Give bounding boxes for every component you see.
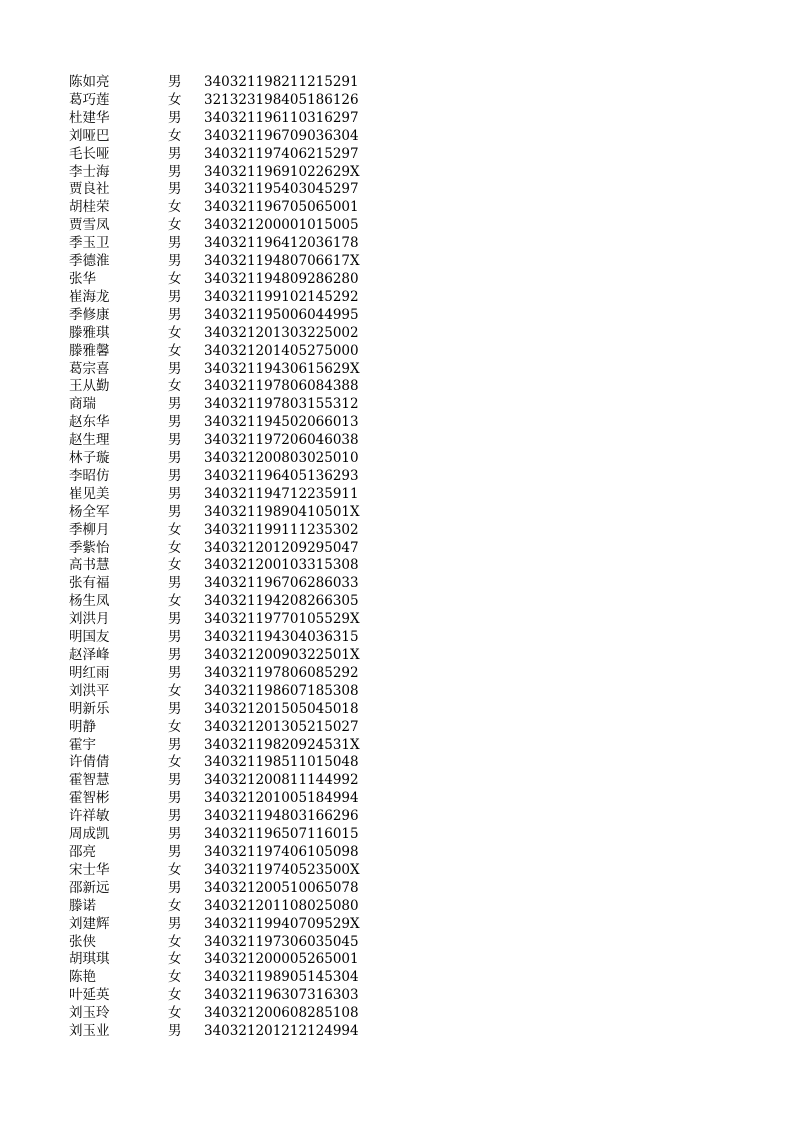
gender-cell: 女: [168, 969, 182, 986]
id-number-cell: 340321201005184994: [204, 790, 359, 807]
table-row: [0, 522, 793, 540]
table-row: [0, 719, 793, 737]
gender-cell: 男: [168, 664, 182, 681]
id-number-cell: 340321195006044995: [204, 306, 359, 323]
id-number-cell: 340321194712235911: [204, 485, 359, 502]
id-number-cell: 34032119740523500X: [204, 861, 360, 878]
name-cell: 陈如亮: [69, 74, 110, 90]
table-row: [0, 1023, 793, 1041]
id-number-cell: 34032119480706617X: [204, 253, 360, 270]
table-row: [0, 396, 793, 414]
gender-cell: 男: [168, 74, 182, 90]
id-number-cell: 340321200005265001: [204, 951, 359, 968]
id-number-cell: 340321198511015048: [204, 754, 359, 771]
gender-cell: 男: [168, 503, 182, 520]
table-row: [0, 898, 793, 916]
name-cell: 赵泽峰: [69, 647, 110, 663]
gender-cell: 男: [168, 826, 182, 843]
name-cell: 叶延英: [69, 987, 110, 1004]
table-row: [0, 540, 793, 558]
table-row: [0, 593, 793, 611]
gender-cell: 男: [168, 432, 182, 449]
name-cell: 杨全军: [69, 503, 110, 520]
gender-cell: 女: [168, 521, 182, 538]
gender-cell: 男: [168, 879, 182, 896]
gender-cell: 女: [168, 199, 182, 216]
table-row: [0, 253, 793, 271]
name-cell: 明新乐: [69, 700, 110, 717]
table-row: [0, 486, 793, 504]
table-row: [0, 951, 793, 969]
name-cell: 王从勤: [69, 378, 110, 395]
name-cell: 葛巧莲: [69, 91, 110, 108]
id-number-cell: 340321194803166296: [204, 808, 359, 825]
id-number-cell: 340321200001015005: [204, 217, 359, 234]
name-cell: 季德淮: [69, 253, 110, 270]
name-cell: 刘洪月: [69, 611, 110, 628]
name-cell: 张侠: [69, 933, 96, 950]
id-number-cell: 340321201209295047: [204, 539, 359, 556]
table-row: [0, 647, 793, 665]
id-number-cell: 340321196705065001: [204, 199, 359, 216]
id-number-cell: 340321196507116015: [204, 826, 359, 843]
id-number-cell: 34032119691022629X: [204, 163, 360, 180]
table-row: [0, 880, 793, 898]
id-number-cell: 340321201305215027: [204, 718, 359, 735]
table-row: [0, 1005, 793, 1023]
gender-cell: 女: [168, 933, 182, 950]
table-row: [0, 343, 793, 361]
table-row: [0, 307, 793, 325]
name-cell: 高书慧: [69, 557, 110, 574]
gender-cell: 男: [168, 181, 182, 198]
id-number-cell: 340321200510065078: [204, 879, 359, 896]
id-number-cell: 34032119770105529X: [204, 611, 360, 628]
id-number-cell: 340321197206046038: [204, 432, 359, 449]
gender-cell: 女: [168, 270, 182, 287]
table-row: [0, 450, 793, 468]
table-row: [0, 181, 793, 199]
table-row: [0, 557, 793, 575]
id-number-cell: 340321196412036178: [204, 235, 359, 252]
id-number-cell: 340321199102145292: [204, 288, 359, 305]
gender-cell: 男: [168, 414, 182, 431]
table-row: [0, 611, 793, 629]
gender-cell: 男: [168, 647, 182, 663]
name-cell: 明静: [69, 718, 96, 735]
name-cell: 季柳月: [69, 521, 110, 538]
id-number-cell: 34032119940709529X: [204, 915, 360, 932]
id-number-cell: 340321199111235302: [204, 521, 359, 538]
name-cell: 毛长哑: [69, 145, 110, 162]
table-row: [0, 665, 793, 683]
id-number-cell: 340321201212124994: [204, 1023, 359, 1040]
table-row: [0, 271, 793, 289]
name-cell: 杨生凤: [69, 593, 110, 610]
name-cell: 邵亮: [69, 843, 96, 860]
gender-cell: 男: [168, 467, 182, 484]
table-row: [0, 969, 793, 987]
table-row: [0, 862, 793, 880]
name-cell: 宋士华: [69, 861, 110, 878]
name-cell: 霍智慧: [69, 772, 110, 789]
table-row: [0, 987, 793, 1005]
id-number-cell: 340321196706286033: [204, 575, 359, 592]
gender-cell: 男: [168, 611, 182, 628]
name-cell: 许祥敏: [69, 808, 110, 825]
table-row: [0, 575, 793, 593]
table-row: [0, 217, 793, 235]
table-row: [0, 916, 793, 934]
name-cell: 季玉卫: [69, 235, 110, 252]
table-row: [0, 289, 793, 307]
gender-cell: 男: [168, 396, 182, 413]
id-number-cell: 340321201505045018: [204, 700, 359, 717]
id-number-cell: 340321200803025010: [204, 450, 359, 467]
gender-cell: 男: [168, 843, 182, 860]
name-cell: 张有福: [69, 575, 110, 592]
gender-cell: 男: [168, 485, 182, 502]
name-cell: 葛宗喜: [69, 360, 110, 377]
table-row: [0, 110, 793, 128]
id-number-cell: 340321196405136293: [204, 467, 359, 484]
gender-cell: 女: [168, 127, 182, 144]
gender-cell: 男: [168, 360, 182, 377]
name-cell: 贾良社: [69, 181, 110, 198]
gender-cell: 男: [168, 306, 182, 323]
name-cell: 林子璇: [69, 450, 110, 467]
name-cell: 邵新远: [69, 879, 110, 896]
gender-cell: 女: [168, 754, 182, 771]
table-row: [0, 199, 793, 217]
table-row: [0, 701, 793, 719]
table-row: [0, 128, 793, 146]
table-row: [0, 683, 793, 701]
id-number-cell: 340321200103315308: [204, 557, 359, 574]
gender-cell: 女: [168, 593, 182, 610]
gender-cell: 男: [168, 808, 182, 825]
name-cell: 刘洪平: [69, 682, 110, 699]
gender-cell: 女: [168, 897, 182, 914]
gender-cell: 男: [168, 736, 182, 753]
table-row: [0, 92, 793, 110]
name-cell: 胡桂荣: [69, 199, 110, 216]
gender-cell: 女: [168, 324, 182, 341]
id-number-cell: 340321194809286280: [204, 270, 359, 287]
gender-cell: 男: [168, 145, 182, 162]
id-number-cell: 340321201405275000: [204, 342, 359, 359]
gender-cell: 女: [168, 1005, 182, 1022]
gender-cell: 女: [168, 378, 182, 395]
gender-cell: 男: [168, 575, 182, 592]
name-cell: 胡琪琪: [69, 951, 110, 968]
name-cell: 崔海龙: [69, 288, 110, 305]
id-number-cell: 340321194208266305: [204, 593, 359, 610]
gender-cell: 女: [168, 718, 182, 735]
table-row: [0, 772, 793, 790]
name-cell: 明红雨: [69, 664, 110, 681]
gender-cell: 男: [168, 253, 182, 270]
id-number-cell: 321323198405186126: [204, 91, 359, 108]
table-row: [0, 146, 793, 164]
id-number-cell: 34032119430615629X: [204, 360, 360, 377]
id-number-cell: 340321196307316303: [204, 987, 359, 1004]
gender-cell: 男: [168, 288, 182, 305]
id-number-cell: 340321200811144992: [204, 772, 359, 789]
name-cell: 明国友: [69, 629, 110, 646]
gender-cell: 女: [168, 682, 182, 699]
gender-cell: 男: [168, 629, 182, 646]
name-cell: 霍智彬: [69, 790, 110, 807]
gender-cell: 女: [168, 951, 182, 968]
id-number-cell: 34032119820924531X: [204, 736, 360, 753]
name-cell: 季紫怡: [69, 539, 110, 556]
table-row: [0, 235, 793, 253]
id-number-cell: 340321198905145304: [204, 969, 359, 986]
gender-cell: 女: [168, 861, 182, 878]
gender-cell: 男: [168, 772, 182, 789]
id-number-cell: 34032120090322501X: [204, 647, 360, 663]
name-cell: 杜建华: [69, 109, 110, 126]
name-cell: 张华: [69, 270, 96, 287]
name-cell: 陈艳: [69, 969, 96, 986]
gender-cell: 男: [168, 915, 182, 932]
table-row: [0, 378, 793, 396]
table-row: [0, 414, 793, 432]
name-cell: 霍宇: [69, 736, 96, 753]
gender-cell: 男: [168, 790, 182, 807]
table-row: [0, 468, 793, 486]
gender-cell: 男: [168, 450, 182, 467]
table-row: [0, 325, 793, 343]
name-cell: 刘玉玲: [69, 1005, 110, 1022]
table-row: [0, 826, 793, 844]
gender-cell: 男: [168, 109, 182, 126]
id-number-cell: 340321197806084388: [204, 378, 359, 395]
name-cell: 周成凯: [69, 826, 110, 843]
id-number-cell: 340321197306035045: [204, 933, 359, 950]
table-row: [0, 934, 793, 952]
id-number-cell: 340321197803155312: [204, 396, 359, 413]
table-row: [0, 754, 793, 772]
table-row: [0, 844, 793, 862]
id-number-cell: 340321201303225002: [204, 324, 359, 341]
records-table: [0, 74, 793, 1041]
name-cell: 刘玉业: [69, 1023, 110, 1040]
gender-cell: 女: [168, 557, 182, 574]
id-number-cell: 340321197406105098: [204, 843, 359, 860]
name-cell: 崔见美: [69, 485, 110, 502]
id-number-cell: 340321200608285108: [204, 1005, 359, 1022]
gender-cell: 男: [168, 163, 182, 180]
gender-cell: 男: [168, 235, 182, 252]
gender-cell: 女: [168, 217, 182, 234]
id-number-cell: 340321196110316297: [204, 109, 359, 126]
table-row: [0, 164, 793, 182]
name-cell: 刘建辉: [69, 915, 110, 932]
table-row: [0, 432, 793, 450]
gender-cell: 男: [168, 700, 182, 717]
name-cell: 滕诺: [69, 897, 96, 914]
table-row: [0, 504, 793, 522]
id-number-cell: 34032119890410501X: [204, 503, 360, 520]
id-number-cell: 340321194502066013: [204, 414, 359, 431]
table-row: [0, 361, 793, 379]
name-cell: 许倩倩: [69, 754, 110, 771]
table-row: [0, 808, 793, 826]
name-cell: 李士海: [69, 163, 110, 180]
name-cell: 李昭仿: [69, 467, 110, 484]
id-number-cell: 340321198607185308: [204, 682, 359, 699]
table-row: [0, 74, 793, 92]
id-number-cell: 340321194304036315: [204, 629, 359, 646]
id-number-cell: 340321197406215297: [204, 145, 359, 162]
name-cell: 赵东华: [69, 414, 110, 431]
id-number-cell: 340321197806085292: [204, 664, 359, 681]
id-number-cell: 340321195403045297: [204, 181, 359, 198]
table-row: [0, 629, 793, 647]
id-number-cell: 340321198211215291: [204, 74, 359, 90]
id-number-cell: 340321201108025080: [204, 897, 359, 914]
table-row: [0, 737, 793, 755]
name-cell: 商瑞: [69, 396, 96, 413]
name-cell: 贾雪凤: [69, 217, 110, 234]
gender-cell: 女: [168, 91, 182, 108]
gender-cell: 女: [168, 987, 182, 1004]
id-number-cell: 340321196709036304: [204, 127, 359, 144]
name-cell: 季修康: [69, 306, 110, 323]
name-cell: 滕雅馨: [69, 342, 110, 359]
gender-cell: 女: [168, 342, 182, 359]
gender-cell: 女: [168, 539, 182, 556]
name-cell: 滕雅琪: [69, 324, 110, 341]
table-row: [0, 790, 793, 808]
gender-cell: 男: [168, 1023, 182, 1040]
name-cell: 刘哑巴: [69, 127, 110, 144]
name-cell: 赵生理: [69, 432, 110, 449]
